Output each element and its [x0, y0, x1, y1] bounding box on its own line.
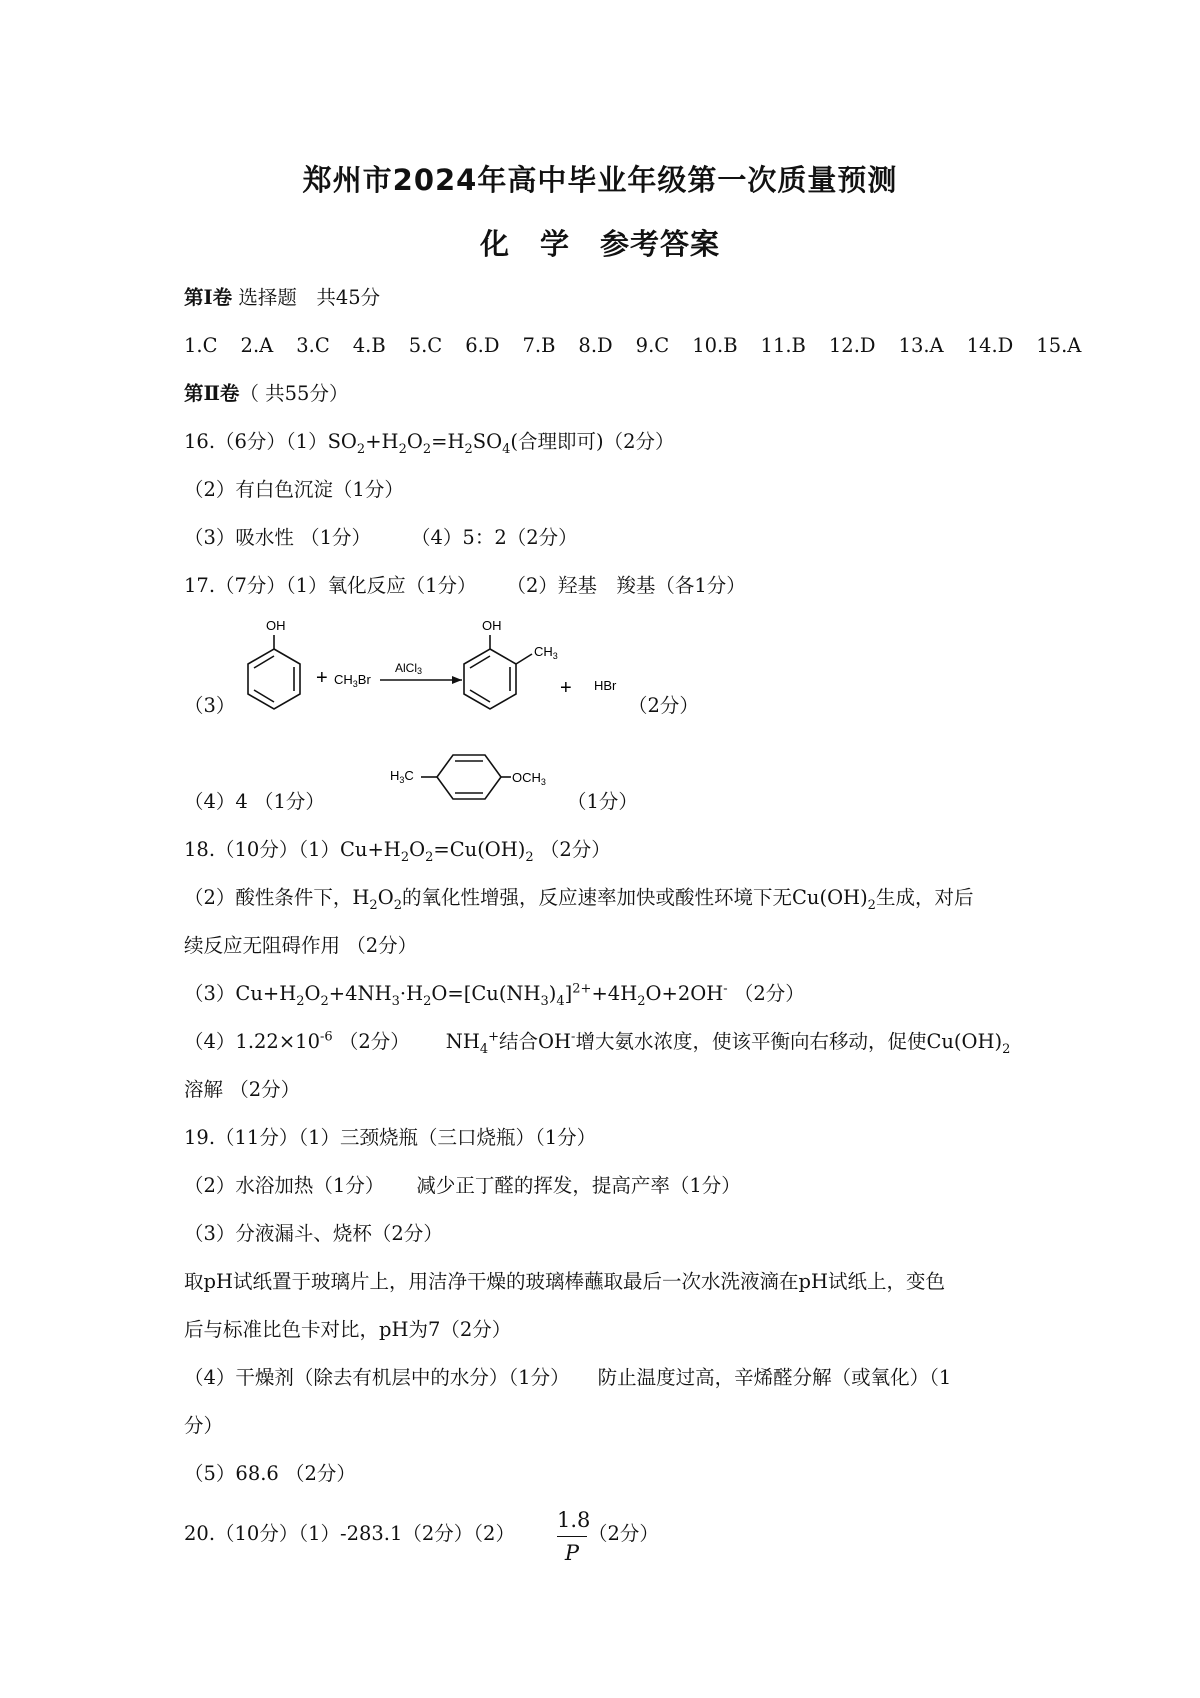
part2-heading: 第Ⅱ卷（ 共55分）: [184, 382, 349, 405]
q17-line4-score: （1分）: [567, 790, 638, 813]
q20-fraction: $\frac{1.8}{P}$: [557, 1508, 591, 1565]
q19-line4: 取pH试纸置于玻璃片上，用洁净干燥的玻璃棒蘸取最后一次水洗液滴在pH试纸上，变色: [184, 1270, 945, 1293]
benzene-ring-cresol: [464, 649, 516, 709]
q18-line3: 续反应无阻碍作用 （2分）: [184, 934, 418, 957]
mc-answer: 12.D: [828, 334, 876, 357]
hbr-label: HBr: [594, 678, 617, 693]
mc-answer: 4.B: [352, 334, 386, 357]
mc-answers: [184, 332, 1104, 360]
svg-text:OH: OH: [482, 618, 502, 633]
page-subtitle: 化 学 参考答案: [479, 227, 720, 261]
mc-answer: 9.C: [635, 334, 670, 357]
svg-text:+: +: [560, 677, 572, 699]
q20-line1: 20.（10分）（1）-283.1（2分）（2）: [184, 1522, 515, 1545]
benzene-ring-phenol: [248, 649, 300, 709]
q19-line6: （4）干燥剂（除去有机层中的水分）（1分） 防止温度过高，辛烯醛分解（或氧化）（1: [184, 1366, 952, 1389]
q18-line4: $(3)Cu+H_2O_2+4NH_3\cdot H_2O=[Cu(NH_3)_4]^{2+}+4H_2O+2OH^-$ （2分）: [184, 981, 805, 1009]
q19-line7: 分）: [184, 1414, 224, 1437]
q17-part3-label: （3）: [184, 694, 236, 717]
q18-line1: 18.（10分）$(1)Cu+H_2O_2=Cu(OH)_2$ （2分）: [184, 838, 611, 865]
mc-answer: 15.A: [1036, 334, 1082, 357]
q20-score: （2分）: [588, 1522, 659, 1545]
svg-text:OCH3: $OCH_3$: [512, 770, 546, 787]
q16-line2: （2）有白色沉淀（1分）: [184, 478, 404, 501]
q18-line2: （2）酸性条件下，$H_2O_2$的氧化性增强，反应速率加快或酸性环境下无$Cu(OH)_2$生成，对后: [184, 886, 974, 913]
phenol-oh-label: OH: [266, 618, 286, 633]
ch3br-label: $CH_3Br$: [334, 672, 371, 689]
mc-answer: 6.D: [465, 334, 500, 357]
page-title: 郑州市2024年高中毕业年级第一次质量预测: [302, 163, 898, 197]
q16-line1: 16.（6分）$(1)SO_2+H_2O_2=H_2SO_4$(合理即可)（2分）: [184, 430, 675, 457]
svg-text:+: +: [316, 667, 328, 689]
q17-part3-score: （2分）: [628, 694, 699, 717]
catalyst-label: AlCl3: [395, 661, 423, 676]
mc-answer: 5.C: [408, 334, 443, 357]
q19-line1: 19.（11分）（1）三颈烧瓶（三口烧瓶）（1分）: [184, 1126, 597, 1149]
reaction-scheme: [230, 612, 650, 722]
svg-text:CH3: $CH_3$: [534, 644, 558, 661]
q19-line2: （2）水浴加热（1分） 减少正丁醛的挥发，提高产率（1分）: [184, 1174, 741, 1197]
q19-line3: （3）分液漏斗、烧杯（2分）: [184, 1222, 443, 1245]
mc-answer: 10.B: [692, 334, 738, 357]
mc-answer: 3.C: [296, 334, 330, 357]
q17-line1: 17.（7分）（1）氧化反应（1分） （2）羟基 羧基（各1分）: [184, 574, 746, 597]
mc-answer: 13.A: [898, 334, 944, 357]
mc-answer: 2.A: [240, 334, 274, 357]
mc-answer: 8.D: [578, 334, 613, 357]
q19-line8: （5）68.6 （2分）: [184, 1462, 356, 1485]
q19-line5: 后与标准比色卡对比，pH为7（2分）: [184, 1318, 512, 1341]
q18-line6: 溶解 （2分）: [184, 1078, 301, 1101]
mc-answer: 7.B: [522, 334, 556, 357]
mc-answer: 14.D: [966, 334, 1014, 357]
svg-text:H3C: $H_3C$: [390, 768, 414, 785]
p-methylanisole-structure: [385, 750, 585, 820]
mc-answer: 11.B: [760, 334, 806, 357]
mc-answer: 1.C: [184, 334, 218, 357]
q18-line5: $(4)1.22\times 10^{-6}$ （2分） $NH_4^+$结合OH-增大氨水浓度，使该平衡向右移动，促使$Cu(OH)_2$: [184, 1029, 1011, 1057]
part1-heading: 第Ⅰ卷 选择题 共45分: [184, 286, 381, 309]
q16-line3: （3）吸水性 （1分） （4）5：2（2分）: [184, 526, 578, 549]
q17-line4: （4）4 （1分）: [184, 790, 325, 813]
